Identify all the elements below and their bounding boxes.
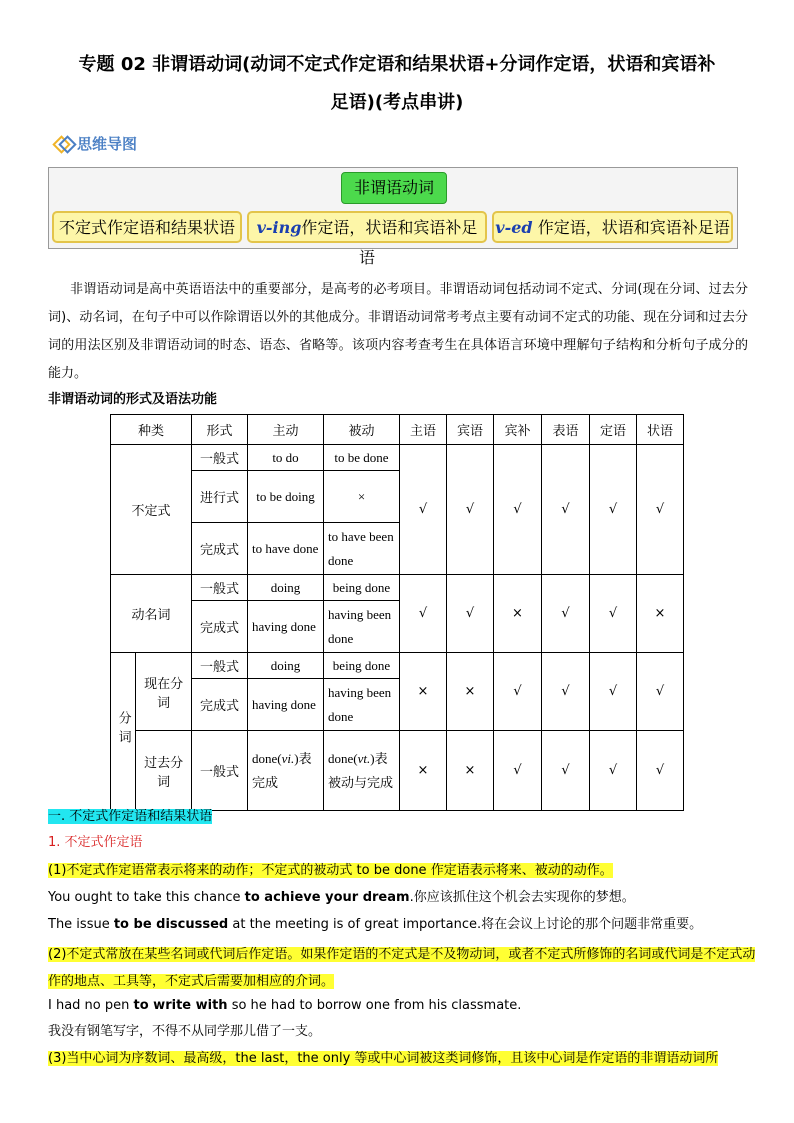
rule-text: (1)不定式作定语常表示将来的动作；不定式的被动式 to be done 作定语表示将来、被动的动作。 xyxy=(48,863,613,878)
form-cell: 完成式 xyxy=(192,679,248,731)
mark-cell: √ xyxy=(590,575,637,653)
table-header: 表语 xyxy=(542,415,590,445)
table-row xyxy=(111,445,684,471)
rule-paragraph xyxy=(48,860,758,882)
rule-text: (2)不定式常放在某些名词或代词后作定语。如果作定语的不定式是不及物动词，或者不定式所修饰的名词或代词是不定式动作的地点、工具等，不定式后需要加相应的介词。 xyxy=(48,947,756,989)
mindmap-heading xyxy=(55,133,137,154)
section-heading-text: 一. 不定式作定语和结果状语 xyxy=(48,809,213,824)
mark-cell: √ xyxy=(400,445,447,575)
active-cell: having done xyxy=(248,679,324,731)
passive-cell: to be done xyxy=(324,445,400,471)
example-sentence: The issue to be discussed at the meeting is of great importance.将在会议上讨论的那个问题非常重要。 xyxy=(48,917,703,932)
node-label: 作定语，状语和宾语补足语 xyxy=(532,218,730,237)
row-group-label: 动名词 xyxy=(111,575,192,653)
page-title xyxy=(40,46,754,122)
table-row xyxy=(111,731,684,811)
mark-cell: √ xyxy=(590,731,637,811)
mark-cell: × xyxy=(400,653,447,731)
passive-cell: having been done xyxy=(324,679,400,731)
mark-cell: √ xyxy=(400,575,447,653)
rule-paragraph xyxy=(48,941,758,995)
passive-cell: having been done xyxy=(324,601,400,653)
mark-cell: × xyxy=(637,575,684,653)
active-cell: to do xyxy=(248,445,324,471)
table-header-row xyxy=(111,415,684,445)
mark-cell: √ xyxy=(494,653,542,731)
mark-cell: √ xyxy=(637,731,684,811)
active-cell: doing xyxy=(248,653,324,679)
passive-cell: to have been done xyxy=(324,523,400,575)
passive-cell: × xyxy=(324,471,400,523)
table-caption: 非谓语动词的形式及语法功能 xyxy=(48,392,218,407)
example-sentence: You ought to take this chance to achieve your dream.你应该抓住这个机会去实现你的梦想。 xyxy=(48,890,635,905)
title-line-1: 专题 02 非谓语动词(动词不定式作定语和结果状语+分词作定语，状语和宾语补 xyxy=(78,54,716,75)
node-prefix: v-ed xyxy=(495,218,533,237)
active-cell: doing xyxy=(248,575,324,601)
form-cell: 一般式 xyxy=(192,575,248,601)
mark-cell: √ xyxy=(494,731,542,811)
mark-cell: √ xyxy=(542,575,590,653)
mark-cell: × xyxy=(400,731,447,811)
example-sentence: I had no pen to write with so he had to borrow one from his classmate. xyxy=(48,998,522,1013)
mindmap-node-ved xyxy=(492,211,733,243)
mark-cell: √ xyxy=(494,445,542,575)
active-cell: to be doing xyxy=(248,471,324,523)
mark-cell: × xyxy=(494,575,542,653)
mark-cell: √ xyxy=(637,445,684,575)
form-cell: 完成式 xyxy=(192,523,248,575)
active-cell: done(vi.)表完成 xyxy=(248,731,324,811)
active-cell: having done xyxy=(248,601,324,653)
node-label: 作定语，状语和宾语补足语 xyxy=(301,218,478,267)
mindmap-node-infinitive xyxy=(52,211,242,243)
row-group-label: 不定式 xyxy=(111,445,192,575)
node-label: 不定式作定语和结果状语 xyxy=(58,218,235,237)
table-header: 定语 xyxy=(590,415,637,445)
table-row xyxy=(111,653,684,679)
subgroup-label: 过去分词 xyxy=(136,731,192,811)
mark-cell: √ xyxy=(447,575,494,653)
diamond-icon xyxy=(55,136,71,152)
row-group-label xyxy=(111,653,136,811)
mindmap-node-ving xyxy=(247,211,487,267)
passive-cell: being done xyxy=(324,653,400,679)
form-cell: 一般式 xyxy=(192,445,248,471)
passive-cell: done(vt.)表被动与完成 xyxy=(324,731,400,811)
title-line-2: 足语)(考点串讲) xyxy=(330,92,464,113)
mark-cell: √ xyxy=(590,445,637,575)
mark-cell: √ xyxy=(590,653,637,731)
rule-text: (3)当中心词为序数词、最高级，the last，the only 等或中心词被这类词修饰，且该中心词是作定语的非谓语动词所 xyxy=(48,1051,719,1066)
table-header: 宾补 xyxy=(494,415,542,445)
mark-cell: √ xyxy=(637,653,684,731)
participle-label: 分词 xyxy=(115,710,131,749)
table-header: 状语 xyxy=(637,415,684,445)
forms-table xyxy=(110,414,684,811)
form-cell: 完成式 xyxy=(192,601,248,653)
table-header: 被动 xyxy=(324,415,400,445)
table-header: 形式 xyxy=(192,415,248,445)
node-prefix: v-ing xyxy=(256,218,302,237)
mark-cell: √ xyxy=(542,731,590,811)
passive-cell: being done xyxy=(324,575,400,601)
mind-map xyxy=(48,167,738,267)
active-cell: to have done xyxy=(248,523,324,575)
intro-paragraph: 非谓语动词是高中英语语法中的重要部分，是高考的必考项目。非谓语动词包括动词不定式、分词(现在分词、过去分词)、动名词，在句子中可以作除谓语以外的其他成分。非谓语动词常考考点主要有动词不定式的功能、现在分词和过去分词的用法区别及非谓语动词的时态、语态、省略等。该项内容考查考生在具体语言环境中理解句子结构和分析句子成分的能力。 xyxy=(48,282,748,381)
form-cell: 一般式 xyxy=(192,653,248,679)
mindmap-root: 非谓语动词 xyxy=(341,172,447,204)
section-heading xyxy=(48,806,758,828)
form-cell: 进行式 xyxy=(192,471,248,523)
mindmap-heading-text: 思维导图 xyxy=(77,135,138,153)
table-row xyxy=(111,575,684,601)
mark-cell: √ xyxy=(542,653,590,731)
table-header: 主动 xyxy=(248,415,324,445)
subgroup-label: 现在分词 xyxy=(136,653,192,731)
mark-cell: √ xyxy=(447,445,494,575)
table-header: 宾语 xyxy=(447,415,494,445)
mark-cell: √ xyxy=(542,445,590,575)
rule-paragraph xyxy=(48,1048,758,1070)
form-cell: 一般式 xyxy=(192,731,248,811)
table-header: 种类 xyxy=(111,415,192,445)
table-header: 主语 xyxy=(400,415,447,445)
example-translation: 我没有钢笔写字，不得不从同学那儿借了一支。 xyxy=(48,1024,322,1039)
mark-cell: × xyxy=(447,653,494,731)
subsection-heading: 1. 不定式作定语 xyxy=(48,835,143,850)
mark-cell: × xyxy=(447,731,494,811)
